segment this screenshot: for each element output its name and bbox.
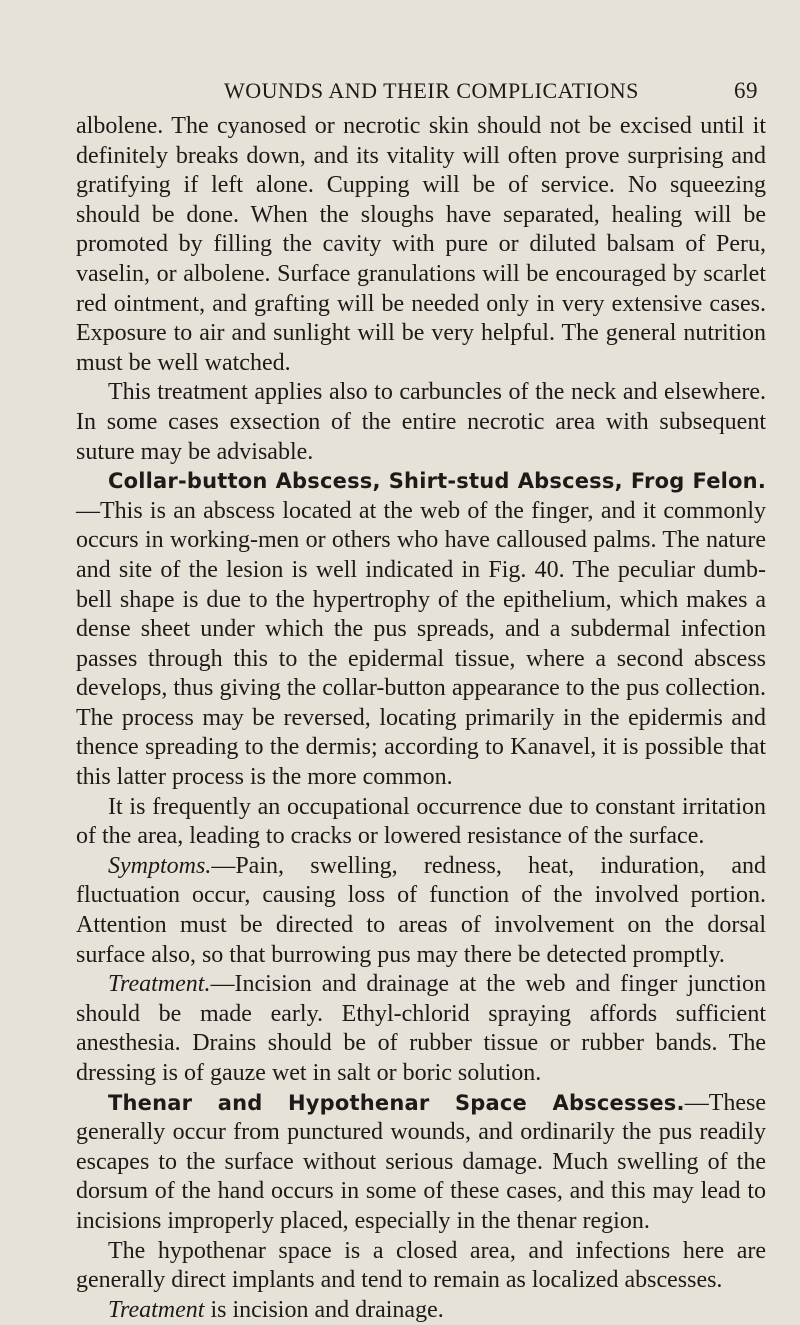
paragraph-text: It is frequently an occupational occurrence due to constant irritation of the area, leading to cracks or lowered resistance of the surface. [76, 793, 766, 850]
paragraph [76, 852, 766, 970]
paragraph [76, 793, 766, 852]
paragraph [76, 1296, 766, 1325]
paragraph-text: albolene. The cyanosed or necrotic skin should not be excised until it definitely breaks down, and its vitality will often prove surprising and gratifying if left alone. Cupping will be of service. No squeezing should be done. When the sloughs have separated, healing will be promoted by filling the cavity with pure or diluted balsam of Peru, vaselin, or albolene. Surface granulations will be encouraged by scarlet red ointment, and grafting will be needed only in very extensive cases. Exposure to air and sunlight will be very helpful. The general nutrition must be well watched. [76, 113, 766, 376]
paragraph [76, 112, 766, 378]
body-text [76, 112, 766, 1325]
subheading: Treatment. [108, 971, 211, 998]
paragraph-text: —Incision and drainage at the web and finger junction should be made early. Ethyl-chlorid spraying affords sufficient anesthesia. Drains should be of rubber tissue or rubber bands. The dressing is of gauze wet in salt or boric solution. [76, 971, 766, 1086]
running-head: WOUNDS AND THEIR COMPLICATIONS [224, 78, 639, 103]
paragraph-text: The hypothenar space is a closed area, and infections here are generally direct implants and tend to remain as localized abscesses. [76, 1237, 766, 1294]
paragraph-text: is incision and drainage. [204, 1296, 444, 1323]
subheading: Symptoms. [108, 852, 212, 879]
paragraph [76, 970, 766, 1088]
section-heading: Thenar and Hypothenar Space Abscesses. [108, 1090, 685, 1115]
page-number: 69 [734, 78, 758, 103]
paragraph-text: —Pain, swelling, redness, heat, induration, and fluctuation occur, causing loss of function of the involved portion. Attention must be directed to areas of involvement on the dorsal surface also, so that burrowing pus may there be detected promptly. [76, 852, 766, 968]
section-heading: Collar-button Abscess, Shirt-stud Abscess, Frog Felon. [108, 469, 766, 494]
page-header [224, 78, 770, 108]
paragraph [76, 1237, 766, 1296]
subheading: Treatment [108, 1296, 205, 1323]
paragraph-text: This treatment applies also to carbuncles of the neck and elsewhere. In some cases exsection of the entire necrotic area with subsequent suture may be advisable. [76, 379, 766, 465]
paragraph-text: —These generally occur from punctured wounds, and ordinarily the pus readily escapes to the surface without serious damage. Much swelling of the dorsum of the hand occurs in some of these cases, and this may lead to incisions improperly placed, especially in the thenar region. [76, 1089, 766, 1234]
paragraph [76, 467, 766, 793]
paragraph [76, 1089, 766, 1237]
paragraph-text: —This is an abscess located at the web of the finger, and it commonly occurs in working-men or others who have calloused palms. The nature and site of the lesion is well indicated in Fig. 40. The peculiar dumb-bell shape is due to the hypertrophy of the epithelium, which makes a dense sheet under which the pus spreads, and a subdermal infection passes through this to the epidermal tissue, where a second abscess develops, thus giving the collar-button appearance to the pus collection. The process may be reversed, locating primarily in the epidermis and thence spreading to the dermis; according to Kanavel, it is possible that this latter process is the more common. [76, 497, 766, 791]
paragraph [76, 378, 766, 467]
